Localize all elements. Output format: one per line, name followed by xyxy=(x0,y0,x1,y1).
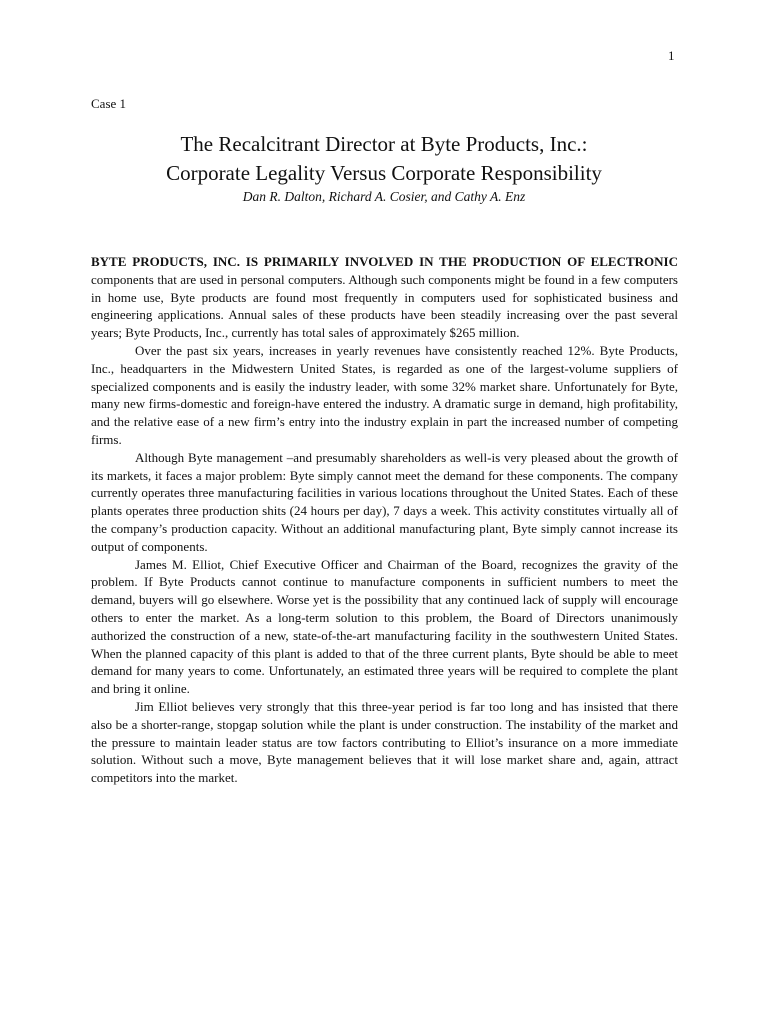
paragraph-5: Jim Elliot believes very strongly that this three-year period is far too long and has insisted that there also be a shorter-range, stopgap solution while the plant is under construction. The instability of the market and the pressure to maintain leader status are tow factors contributing to Elliot’s insurance on a more immediate solution. Without such a move, Byte management believes that it will lose market share and, again, attract competitors into the market. xyxy=(91,698,678,786)
paragraph-1 xyxy=(91,253,678,342)
paragraph-2: Over the past six years, increases in yearly revenues have consistently reached 12%. Byte Products, Inc., headquarters in the Midwestern United States, is regarded as one of the largest-volume suppliers of specialized components and is easily the industry leader, with some 32% market share. Unfortunately for Byte, many new firms-domestic and foreign-have entered the industry. A dramatic surge in demand, high profitability, and the relative ease of a new firm’s entry into the industry explain in part the increased number of competing firms. xyxy=(91,342,678,447)
paragraph-3: Although Byte management –and presumably shareholders as well-is very pleased about the growth of its markets, it faces a major problem: Byte simply cannot meet the demand for these components. The company currently operates three manufacturing facilities in various locations throughout the United States. Each of these plants operates three production shits (24 hours per day), 7 days a week. This activity constitutes virtually all of the company’s production capacity. Without an additional manufacturing plant, Byte simply cannot increase its output of components. xyxy=(91,449,678,554)
case-label: Case 1 xyxy=(91,96,127,111)
authors: Dan R. Dalton, Richard A. Cosier, and Cathy A. Enz xyxy=(242,189,526,204)
page-number: 1 xyxy=(668,48,675,63)
document-title-line-2: Corporate Legality Versus Corporate Responsibility xyxy=(166,161,602,185)
paragraph-1-rest: components that are used in personal computers. Although such components might be found in a few computers in home use, Byte products are found most frequently in computers used for sophisticated business and engineering applications. Annual sales of these products have been steadily increasing over the past several years; Byte Products, Inc., currently has total sales of approximately $265 million. xyxy=(91,271,678,341)
title-block xyxy=(0,130,768,205)
document-title-line-1: The Recalcitrant Director at Byte Products, Inc.: xyxy=(180,132,588,156)
paragraph-1-lead: BYTE PRODUCTS, INC. IS PRIMARILY INVOLVED IN THE PRODUCTION OF ELECTRONIC xyxy=(91,254,678,269)
body-text xyxy=(91,253,678,787)
paragraph-4: James M. Elliot, Chief Executive Officer and Chairman of the Board, recognizes the gravity of the problem. If Byte Products cannot continue to manufacture components in sufficient numbers to meet the demand, buyers will go elsewhere. Worse yet is the possibility that any continued lack of supply will encourage others to enter the market. As a long-term solution to this problem, the Board of Directors unanimously authorized the construction of a new, state-of-the-art manufacturing facility in the southwestern United States. When the planned capacity of this plant is added to that of the three current plants, Byte should be able to meet demand for many years to come. Unfortunately, an estimated three years will be required to complete the plant and bring it online. xyxy=(91,556,678,697)
